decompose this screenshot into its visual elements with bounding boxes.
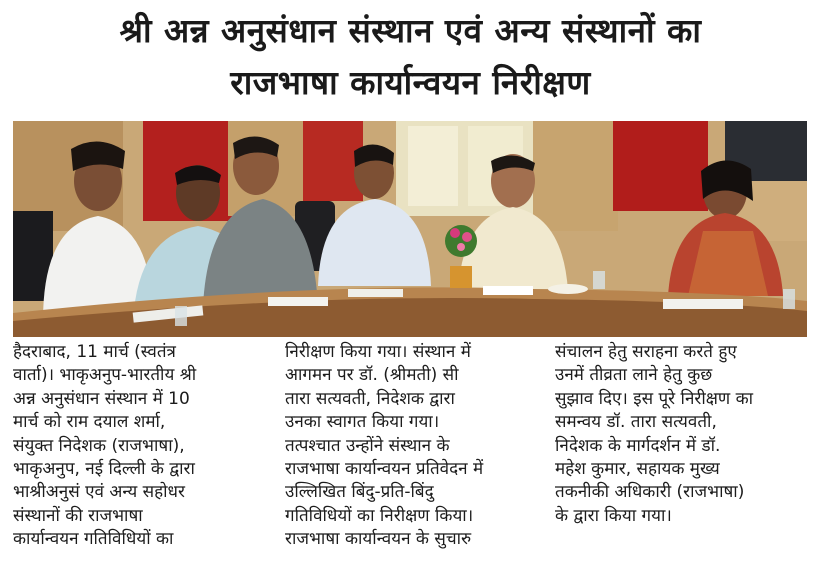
article-line: उनका स्वागत किया गया।	[285, 412, 440, 433]
article-line: संचालन हेतु सराहना करते हुए	[555, 342, 737, 362]
article-column-3	[555, 341, 807, 528]
article-line: गतिविधियों का निरीक्षण किया।	[285, 505, 474, 526]
article-line: राजभाषा कार्यान्वयन के सुचारु	[285, 529, 472, 550]
article-line: निदेशक के मार्गदर्शन में डॉ.	[555, 435, 721, 456]
article-line: संयुक्त निदेशक (राजभाषा),	[13, 435, 185, 456]
article-line: सुझाव दिए। इस पूरे निरीक्षण का	[555, 388, 754, 409]
article-line: आगमन पर डॉ. (श्रीमती) सी	[285, 365, 459, 386]
article-line: भाकृअनुप, नई दिल्ली के द्वारा	[13, 459, 195, 480]
article-line: उल्लिखित बिंदु-प्रति-बिंदु	[285, 482, 434, 503]
article-line: मार्च को राम दयाल शर्मा,	[13, 412, 166, 433]
article-line: महेश कुमार, सहायक मुख्य	[555, 459, 720, 480]
article-line: तारा सत्यवती, निदेशक द्वारा	[285, 388, 455, 409]
headline-line-1: श्री अन्न अनुसंधान संस्थान एवं अन्य संस्थानों का	[119, 11, 702, 50]
article-line: हैदराबाद, 11 मार्च (स्वतंत्र	[13, 342, 176, 362]
article-column-1	[13, 341, 265, 552]
headline-line-2: राजभाषा कार्यान्वयन निरीक्षण	[230, 63, 591, 102]
article-line: निरीक्षण किया गया। संस्थान में	[285, 342, 471, 362]
article-line: संस्थानों की राजभाषा	[13, 505, 143, 526]
article-line: भाश्रीअनुसं एवं अन्य सहोधर	[13, 482, 185, 503]
article-line: समन्वय डॉ. तारा सत्यवती,	[555, 412, 717, 433]
article-line: तत्पश्चात उन्होंने संस्थान के	[285, 435, 450, 456]
article-column-2	[285, 341, 537, 552]
article-line: कार्यान्वयन गतिविधियों का	[13, 529, 174, 550]
article-line: अन्न अनुसंधान संस्थान में 10	[13, 388, 190, 409]
article-line: वार्ता)। भाकृअनुप-भारतीय श्री	[13, 365, 197, 386]
article-line: के द्वारा किया गया।	[555, 505, 672, 526]
article-body	[13, 341, 807, 571]
meeting-photo	[13, 121, 807, 337]
article-line: राजभाषा कार्यान्वयन प्रतिवेदन में	[285, 459, 484, 480]
article-line: तकनीकी अधिकारी (राजभाषा)	[555, 482, 745, 503]
article-line: उनमें तीव्रता लाने हेतु कुछ	[555, 365, 713, 386]
